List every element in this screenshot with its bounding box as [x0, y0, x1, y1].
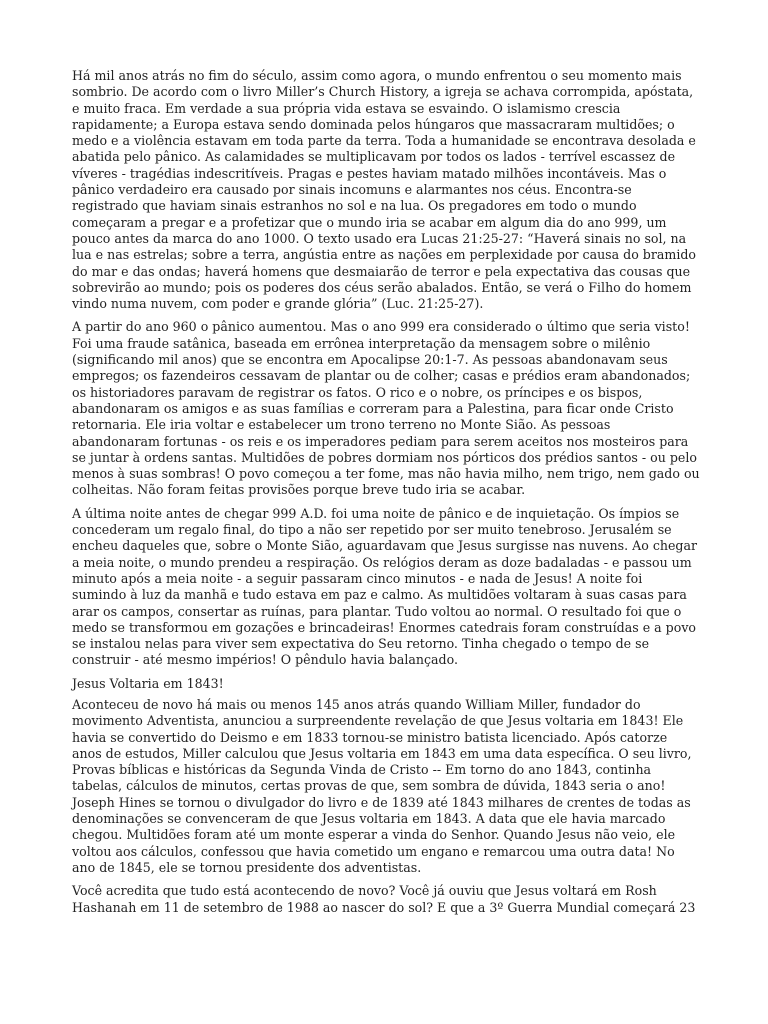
paragraph-william-miller: Aconteceu de novo há mais ou menos 145 anos atrás quando William Miller, fundador do movimento Adventista, anunciou a surpreendente revelação de que Jesus voltaria em 1843! Ele havia se convertido do Deismo e em 1833 tornou-se ministro batista licenciado. Após catorze anos de estudos, Miller calculou que Jesus voltaria em 1843 em uma data específica. O seu livro, Provas bíblicas e históricas da Segunda Vinda de Cristo -- Em torno do ano 1843, continha tabelas, cálculos de minutos, certas provas de que, sem sombra de dúvida, 1843 seria o ano! Joseph Hines se tornou o divulgador do livro e de 1839 até 1843 milhares de crentes de todas as denominações se convenceram de que Jesus voltaria em 1843. A data que ele havia marcado chegou. Multidões foram até um monte esperar a vinda do Senhor. Quando Jesus não veio, ele voltou aos cálculos, confessou que havia cometido um engano e remarcou uma outra data! No ano de 1845, ele se tornou presidente dos adventistas. [72, 696, 692, 875]
section-heading-1843: Jesus Voltaria em 1843! [72, 675, 224, 691]
paragraph-millennium-panic: Há mil anos atrás no fim do século, assim como agora, o mundo enfrentou o seu momento mais sombrio. De acordo com o livro Miller’s Church History, a igreja se achava corrompida, apóstata, e muito fraca. Em verdade a sua própria vida estava se esvaindo. O islamismo crescia rapidamente; a Europa estava sendo dominada pelos húngaros que massacraram multidões; o medo e a violência estavam em toda parte da terra. Toda a humanidade se encontrava desolada e abatida pelo pânico. As calamidades se multiplicavam por todos os lados - terrível escassez de víveres - tragédias indescritíveis. Pragas e pestes haviam matado milhões incontáveis. Mas o pânico verdadeiro era causado por sinais incomuns e alarmantes nos céus. Encontra-se registrado que haviam sinais estranhos no sol e na lua. Os pregadores em todo o mundo começaram a pregar e a profetizar que o mundo iria se acabar em algum dia do ano 999, um pouco antes da marca do ano 1000. O texto usado era Lucas 21:25-27: “Haverá sinais no sol, na lua e nas estrelas; sobre a terra, angústia entre as nações em perplexidade por causa do bramido do mar e das ondas; haverá homens que desmaiarão de terror e pela expectativa das cousas que sobrevirão ao mundo; pois os poderes dos céus serão abalados. Então, se verá o Filho do homem vindo numa nuvem, com poder e grande glória” (Luc. 21:25-27). [72, 68, 697, 312]
paragraph-last-night: A última noite antes de chegar 999 A.D. foi uma noite de pânico e de inquietação. Os ímpios se concederam um regalo final, do tipo a não ser repetido por ser muito tenebroso. Jerusalém se encheu daqueles que, sobre o Monte Sião, aguardavam que Jesus surgisse nas nuvens. Ao chegar a meia noite, o mundo prendeu a respiração. Os relógios deram as doze badaladas - e passou um minuto após a meia noite - a seguir passaram cinco minutos - e nada de Jesus! A noite foi sumindo à luz da manhã e tudo estava em paz e calmo. As multidões voltaram à suas casas para arar os campos, consertar as ruínas, para plantar. Tudo voltou ao normal. O resultado foi que o medo se transformou em gozações e brincadeiras! Enormes catedrais foram construídas e a povo se instalou nelas para viver sem expectativa do Seu retorno. Tinha chegado o tempo de se construir - até mesmo impérios! O pêndulo havia balançado. [72, 505, 698, 668]
paragraph-rosh-hashanah: Você acredita que tudo está acontecendo de novo? Você já ouviu que Jesus voltará em Rosh Hashanah em 11 de setembro de 1988 ao nascer do sol? E que a 3º Guerra Mundial começará 23 [72, 883, 696, 915]
paragraph-year-960: A partir do ano 960 o pânico aumentou. Mas o ano 999 era considerado o último que seria visto! Foi uma fraude satânica, baseada em errônea interpretação da mensagem sobre o milênio (significando mil anos) que se encontra em Apocalipse 20:1-7. As pessoas abandonavam seus empregos; os fazendeiros cessavam de plantar ou de colher; casas e prédios eram abandonados; os historiadores paravam de registrar os fatos. O rico e o nobre, os príncipes e os bispos, abandonaram os amigos e as suas famílias e correram para a Palestina, para ficar onde Cristo retornaria. Ele iria voltar e estabelecer um trono terreno no Monte Sião. As pessoas abandonaram fortunas - os reis e os imperadores pediam para serem aceitos nos mosteiros para se juntar à ordens santas. Multidões de pobres dormiam nos pórticos dos prédios santos - ou pelo menos à suas sombras! O povo começou a ter fome, mas não havia milho, nem trigo, nem gado ou colheitas. Não foram feitas provisões porque breve tudo iria se acabar. [72, 319, 700, 498]
document-page [72, 68, 700, 923]
